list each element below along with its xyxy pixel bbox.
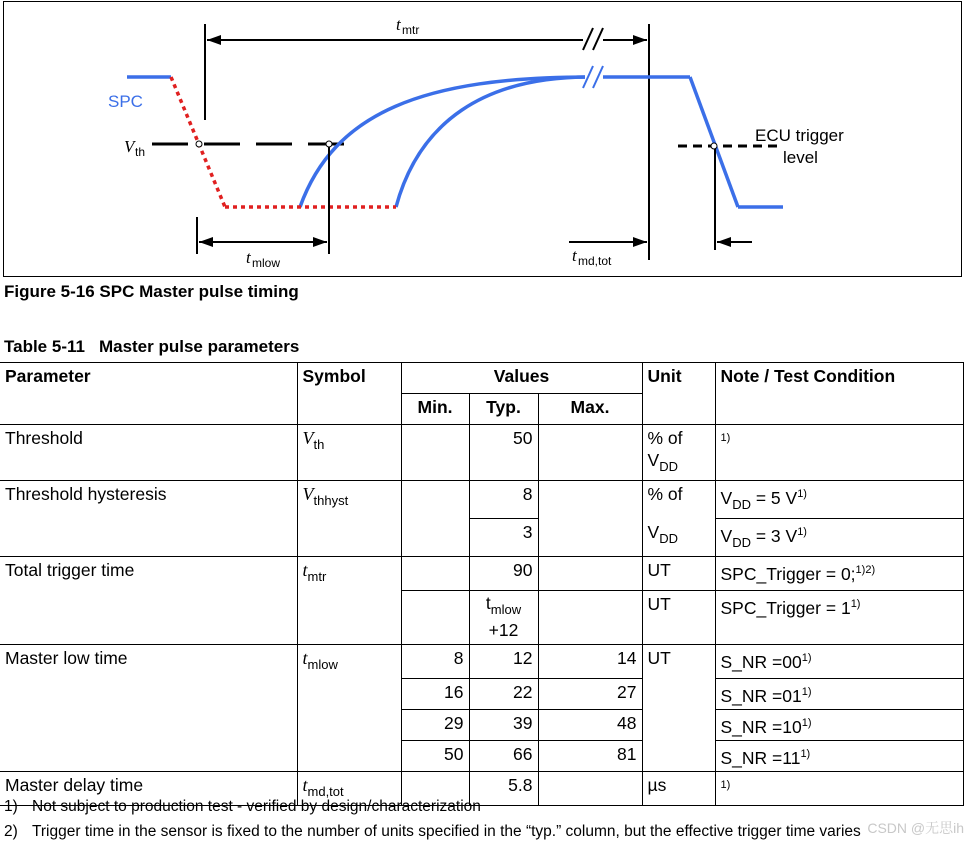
- table-title-text: Master pulse parameters: [98, 337, 300, 356]
- ecu-label-line1: ECU trigger: [755, 126, 844, 145]
- cell-note: [715, 645, 963, 679]
- header-min: Min.: [401, 394, 469, 425]
- cell-typ: 12: [469, 645, 538, 679]
- ecu-label-line2: level: [783, 148, 818, 167]
- symbol-main: t: [302, 560, 308, 580]
- cell-max: [538, 771, 642, 805]
- header-parameter-spacer: [0, 394, 297, 425]
- cell-max: 81: [538, 740, 642, 771]
- cell-note: [715, 771, 963, 805]
- cell-unit: [642, 519, 715, 557]
- unit-line2-sub: DD: [659, 459, 678, 474]
- table-row-threshold: [0, 425, 963, 481]
- cell-typ: 5.8: [469, 771, 538, 805]
- tmdtot-right-arrow-head: [717, 237, 731, 247]
- header-symbol-spacer: [297, 394, 401, 425]
- header-note-spacer: [715, 394, 963, 425]
- symbol-main: t: [302, 648, 308, 668]
- cell-min: [401, 590, 469, 645]
- table-row-low-3: [0, 709, 963, 740]
- table-number: Table 5-11: [4, 337, 85, 356]
- cell-symbol-spacer: [297, 678, 401, 709]
- note-sup: 1): [850, 597, 861, 610]
- cell-min: 29: [401, 709, 469, 740]
- cell-unit: UT: [642, 590, 715, 645]
- header-parameter: Parameter: [0, 363, 297, 394]
- note-sup: 1)2): [855, 564, 876, 576]
- cell-typ: [469, 590, 538, 645]
- vth-crossing-marker-fall: [196, 141, 202, 147]
- cell-unit: UT: [642, 557, 715, 591]
- note-main: V: [720, 488, 733, 508]
- header-values: Values: [401, 363, 642, 394]
- note-text: S_NR =00: [720, 652, 802, 672]
- tmlow-label-main: t: [246, 248, 251, 267]
- header-unit-spacer: [642, 394, 715, 425]
- cell-typ: 3: [469, 519, 538, 557]
- typ-main: t: [485, 592, 491, 613]
- typ-line2: +12: [488, 619, 519, 640]
- tmdtot-label-sub: md,tot: [578, 254, 612, 268]
- symbol-sub: md,tot: [307, 783, 344, 799]
- spc-rise-curve-early: [300, 77, 589, 207]
- timing-diagram-svg: [4, 2, 963, 278]
- cell-note: [715, 425, 963, 481]
- tmtr-label-sub: mtr: [402, 23, 420, 37]
- header-unit: Unit: [642, 363, 715, 394]
- header-note: Note / Test Condition: [715, 363, 963, 394]
- header-max: Max.: [538, 394, 642, 425]
- typ-sub: mlow: [490, 601, 522, 617]
- table-header-row-2: [0, 394, 963, 425]
- tmtr-arrow-right-head: [633, 35, 647, 45]
- table-row-low-2: [0, 678, 963, 709]
- cell-parameter: Threshold hysteresis: [0, 481, 297, 519]
- table-row-hysteresis-1: [0, 481, 963, 519]
- cell-parameter-spacer: [0, 678, 297, 709]
- cell-parameter-spacer: [0, 519, 297, 557]
- cell-note: [715, 481, 963, 519]
- note-sub: DD: [732, 535, 751, 550]
- cell-min: 50: [401, 740, 469, 771]
- unit-line2-sub: DD: [659, 530, 678, 546]
- tmlow-label-sub: mlow: [252, 256, 281, 270]
- cell-min: 8: [401, 645, 469, 679]
- cell-parameter: Master delay time: [0, 771, 297, 805]
- note-text: S_NR =10: [720, 716, 802, 737]
- cell-max: 48: [538, 709, 642, 740]
- table-row-low-4: [0, 740, 963, 771]
- cell-unit: % of: [642, 481, 715, 519]
- table-header-row-1: [0, 363, 963, 394]
- table-title: [4, 337, 299, 357]
- unit-line2-main: V: [647, 521, 660, 542]
- cell-unit-spacer: [642, 740, 715, 771]
- symbol-sub: th: [313, 437, 325, 452]
- cell-note: [715, 740, 963, 771]
- cell-note: [715, 678, 963, 709]
- cell-note: [715, 590, 963, 645]
- master-pulse-parameters-table: [0, 362, 964, 806]
- typ-line1: [475, 593, 533, 620]
- cell-parameter-spacer: [0, 590, 297, 645]
- cell-note: [715, 557, 963, 591]
- note-rest: = 5 V: [750, 488, 798, 508]
- footnote-2: [4, 823, 861, 841]
- footnote-number: 1): [4, 798, 18, 815]
- unit-line1: % of: [647, 428, 683, 448]
- cell-min: [401, 425, 469, 481]
- cell-parameter-spacer: [0, 740, 297, 771]
- footnote-text: Trigger time in the sensor is fixed to the number of units specified in the “typ.” column, but the effective trigger time varies: [32, 823, 861, 840]
- header-symbol: Symbol: [297, 363, 401, 394]
- note-sup: 1): [797, 526, 807, 538]
- table-row-trigger-1: [0, 557, 963, 591]
- cell-unit-spacer: [642, 709, 715, 740]
- footnote-text: Not subject to production test - verified by design/characterization: [32, 798, 481, 815]
- unit-line2: [648, 449, 710, 478]
- cell-typ: 22: [469, 678, 538, 709]
- cell-parameter: Threshold: [0, 425, 297, 481]
- note-text: SPC_Trigger = 0;: [720, 564, 856, 584]
- cell-typ: 50: [469, 425, 538, 481]
- note-sup: 1): [801, 716, 812, 729]
- cell-typ: 8: [469, 481, 538, 519]
- unit-line2-main: V: [647, 450, 660, 470]
- vth-crossing-marker-rise: [326, 141, 332, 147]
- footnote-number: 2): [4, 823, 18, 840]
- note-sup: 1): [720, 778, 731, 791]
- timing-diagram: [3, 1, 962, 277]
- cell-symbol-spacer: [297, 519, 401, 557]
- cell-unit: [642, 425, 715, 481]
- cell-symbol: [297, 425, 401, 481]
- cell-typ: 90: [469, 557, 538, 591]
- footnote-1: [4, 798, 481, 816]
- cell-typ: 66: [469, 740, 538, 771]
- ecu-crossing-marker: [711, 143, 717, 149]
- cell-note: [715, 709, 963, 740]
- cell-max: 14: [538, 645, 642, 679]
- header-typ: Typ.: [469, 394, 538, 425]
- cell-max: [538, 590, 642, 645]
- symbol-sub: thhyst: [313, 493, 349, 508]
- cell-min: [401, 481, 469, 519]
- cell-max: [538, 557, 642, 591]
- note-sup: 1): [800, 747, 811, 760]
- cell-unit: UT: [642, 645, 715, 679]
- cell-symbol-spacer: [297, 590, 401, 645]
- cell-max: [538, 481, 642, 519]
- note-sup: 1): [801, 685, 812, 698]
- cell-parameter: Master low time: [0, 645, 297, 679]
- vth-label-sub: th: [135, 145, 146, 159]
- cell-max: [538, 425, 642, 481]
- tmlow-arrow-right-head: [313, 237, 327, 247]
- cell-symbol: [297, 481, 401, 519]
- cell-min: [401, 557, 469, 591]
- cell-unit-spacer: [642, 678, 715, 709]
- watermark: CSDN @无思ih: [867, 820, 964, 836]
- cell-parameter-spacer: [0, 709, 297, 740]
- note-sup: 1): [720, 432, 731, 444]
- symbol-main: V: [302, 428, 314, 448]
- symbol-main: V: [302, 484, 314, 504]
- cell-max: [538, 519, 642, 557]
- cell-note: [715, 519, 963, 557]
- tmtr-arrow-left-head: [207, 35, 221, 45]
- table-row-low-1: [0, 645, 963, 679]
- table-row-trigger-2: [0, 590, 963, 645]
- figure-caption: Figure 5-16 SPC Master pulse timing: [4, 282, 299, 301]
- symbol-sub: mtr: [307, 569, 327, 584]
- symbol-sub: mlow: [307, 657, 338, 672]
- spc-label: SPC: [108, 92, 143, 111]
- tmdtot-label-main: t: [572, 246, 577, 265]
- note-text: SPC_Trigger = 1: [720, 597, 851, 618]
- note-text: S_NR =11: [720, 747, 801, 768]
- note-sup: 1): [801, 652, 812, 664]
- note-sup: 1): [797, 488, 807, 500]
- vth-label-main: V: [124, 137, 135, 156]
- note-text: S_NR =01: [720, 685, 802, 706]
- cell-parameter: Total trigger time: [0, 557, 297, 591]
- note-sub: DD: [732, 497, 751, 512]
- note-rest: = 3 V: [750, 526, 798, 546]
- symbol-main: t: [302, 774, 308, 795]
- cell-symbol-spacer: [297, 740, 401, 771]
- cell-min: 16: [401, 678, 469, 709]
- note-main: V: [720, 526, 733, 546]
- cell-unit: µs: [642, 771, 715, 805]
- tmtr-break-gap: [583, 28, 603, 50]
- tmtr-label-main: t: [396, 15, 401, 34]
- cell-max: 27: [538, 678, 642, 709]
- tmdtot-arrow-right-head: [633, 237, 647, 247]
- cell-typ: 39: [469, 709, 538, 740]
- table-row-hysteresis-2: [0, 519, 963, 557]
- cell-symbol: [297, 645, 401, 679]
- cell-min: [401, 519, 469, 557]
- cell-symbol-spacer: [297, 709, 401, 740]
- cell-symbol: [297, 557, 401, 591]
- tmlow-arrow-left-head: [199, 237, 213, 247]
